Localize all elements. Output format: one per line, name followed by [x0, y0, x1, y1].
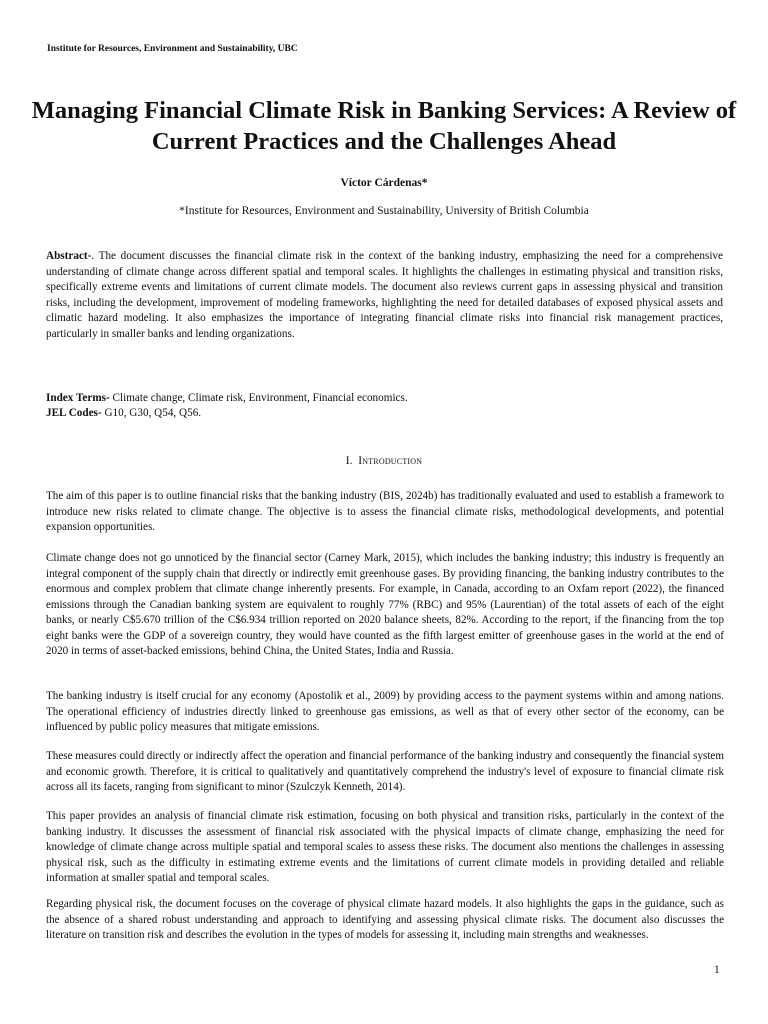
index-terms-text: Climate change, Climate risk, Environment, Financial economics.: [109, 392, 408, 404]
author-name: Víctor Cárdenas*: [340, 177, 428, 189]
body-paragraph: The aim of this paper is to outline financial risks that the banking industry (BIS, 2024b) has traditionally evaluated and used to establish a framework to introduce new risks related to climate change. The objective is to assess the financial climate risks, methodological developments, and potential expansion opportunities.: [46, 490, 724, 533]
body-paragraph: The banking industry is itself crucial for any economy (Apostolik et al., 2009) by providing access to the payment systems within and among nations. The operational efficiency of industries directly linked to greenhouse gas emissions, as well as that of every other sector of the economy, can be influenced by public policy measures that mitigate emissions.: [46, 690, 724, 733]
paper-title: Managing Financial Climate Risk in Banking Services: A Review of Current Practices and the Challenges Ahead: [31, 97, 737, 155]
section-heading: [0, 455, 768, 467]
author-affiliation: *Institute for Resources, Environment and Sustainability, University of British Columbia: [179, 205, 589, 217]
abstract: [46, 249, 723, 343]
jel-codes-text: G10, G30, Q54, Q56.: [101, 407, 202, 419]
abstract-text: . The document discusses the financial climate risk in the context of the banking industry, emphasizing the need for a comprehensive understanding of climate change across different spatial and temporal scales. It highlights the challenges in estimating physical and transition risks, specifically extreme events and limitations of current climate models. The document also reviews current gaps in assessing physical and transition risks, including the development, improvement of modeling frameworks, highlighting the need for detailed databases of exposed physical assets and climatic hazard modeling. It also emphasizes the importance of integrating financial climate risks into financial risk management practices, particularly in smaller banks and lending organizations.: [46, 250, 723, 340]
section-number: I.: [345, 455, 353, 467]
body-paragraph: Regarding physical risk, the document focuses on the coverage of physical climate hazard models. It also highlights the gaps in the guidance, such as the absence of a shared robust understanding and approach to identifying and assessing physical climate risks. The document also discusses the literature on transition risk and describes the evolution in the types of models for assessing it, including main strengths and weaknesses.: [46, 898, 724, 941]
body-paragraph: This paper provides an analysis of financial climate risk estimation, focusing on both physical and transition risks, particularly in the context of the banking industry. It discusses the assessment of financial risk associated with the physical impacts of climate change, emphasizing the need for knowledge of climate change across multiple spatial and temporal scales to assess these risks. The document also mentions the challenges in assessing physical risk, such as the difficulty in estimating extreme events and the limitations of current climate models in providing detailed and reliable information at smaller spatial and temporal scales.: [46, 810, 724, 884]
section-title: Introduction: [358, 455, 423, 467]
page-number: 1: [714, 964, 720, 976]
body-paragraph: These measures could directly or indirectly affect the operation and financial performance of the banking industry and consequently the financial system and economic growth. Therefore, it is critical to qualitatively and quantitatively comprehend the industry's level of exposure to financial climate risk across all its facets, ranging from significant to minor (Szulczyk Kenneth, 2014).: [46, 750, 724, 793]
running-head: Institute for Resources, Environment and Sustainability, UBC: [47, 44, 298, 54]
jel-codes: [46, 406, 723, 421]
jel-codes-label: JEL Codes-: [46, 407, 102, 419]
index-terms-label: Index Terms-: [46, 392, 110, 404]
body-paragraph: Climate change does not go unnoticed by the financial sector (Carney Mark, 2015), which includes the banking industry; this industry is frequently an integral component of the supply chain that directly or indirectly emit greenhouse gases. By providing financing, the banking industry contributes to the enormous and complex problem that climate change inherently presents. For example, in Canada, according to an Oxfam report (2022), the financed emissions through the Canadian banking system are equivalent to roughly 77% (RBC) and 95% (Laurentian) of the total assets of each of the eight banks, or nearly C$5.670 trillion of the C$6.934 trillion reported on 2020 balance sheets, 82%. According to the report, if the financing from the top eight banks were the GDP of a sovereign country, they would have counted as the fifth largest emitter of greenhouse gases in the world at the end of 2020 in terms of asset-backed emissions, behind China, the United States, India and Russia.: [46, 552, 724, 657]
index-terms: [46, 391, 723, 406]
abstract-label: Abstract-: [46, 250, 92, 262]
